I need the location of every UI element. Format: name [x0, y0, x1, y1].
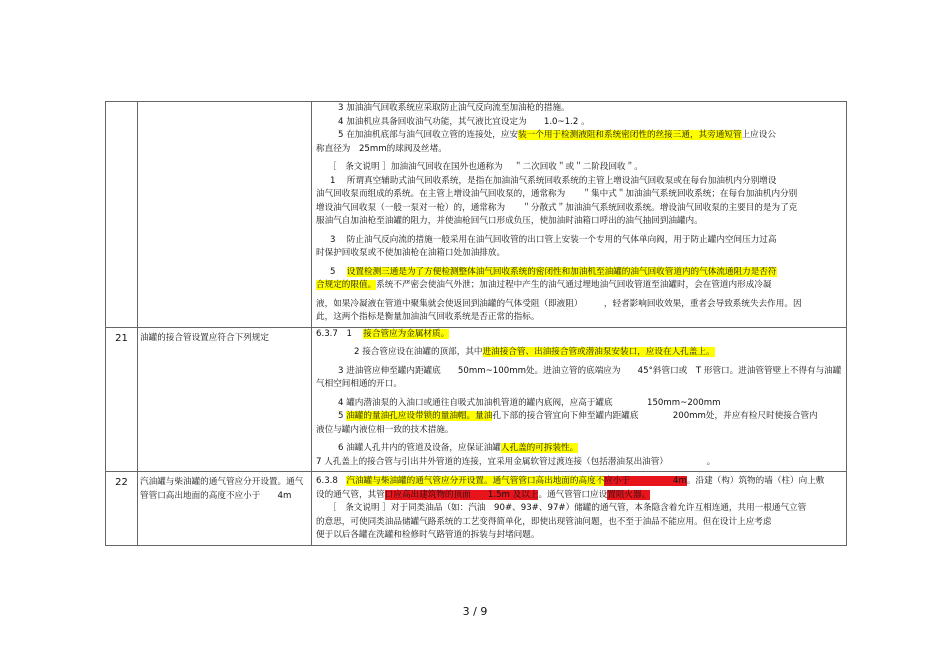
line-text: 6.3.8 [316, 476, 347, 486]
body-line [316, 143, 842, 157]
body-line [316, 202, 842, 216]
line-text: 增设油气回收泵（一般一泵对一枪）的，通常称为 ＂分散式＂加油油气系统回收系统。增设油气回收泵的主要目的是为了克 [316, 202, 798, 213]
body-line [316, 102, 842, 116]
line-text: 此，这两个指标是衡量加油油气回收系统是否正常的指标。 [316, 312, 540, 322]
body-line [316, 266, 842, 280]
line-text: ［ 条文说明 ］加油油气回收在国外也通称为 ＂二次回收＂或＂二阶段回收＂。 [328, 162, 643, 172]
body-line [316, 279, 842, 293]
body-line [316, 475, 842, 489]
line-text: 4 加油机应具备回收油气功能，其气液比宜设定为 1.0~1.2 。 [338, 116, 590, 127]
row-body [312, 102, 847, 328]
line-text: 6 油罐人孔井内的管道及设备，应保证油罐 [338, 443, 501, 453]
body-line [316, 311, 842, 325]
row-number: 21 [106, 327, 138, 472]
body-line [316, 502, 842, 516]
page-number: 3 / 9 [462, 605, 488, 618]
red-highlighted-text: 应小于 4m [604, 476, 687, 486]
highlighted-text: 设置检测三通是为了方便检测整体油气回收系统的密闭性和加油机至油罐的油气回收管道内的气体流通阻力是否符 [346, 266, 777, 277]
line-text: 系统不严密会使油气外泄；加油过程中产生的油气通过埋地油气回收管道至油罐时，会在管道内形成冷凝 [376, 280, 772, 290]
body-line [316, 378, 842, 392]
highlighted-text: 接合管应为金属材质。 [363, 328, 450, 339]
body-line [316, 116, 842, 130]
line-text: 3 加油油气回收系统应采取防止油气反向流至加油枪的措施。 [338, 103, 570, 113]
body-line [316, 346, 842, 360]
body-line [316, 247, 842, 261]
body-line [316, 188, 842, 202]
body-line [316, 529, 842, 543]
body-line [316, 365, 842, 379]
body-line [316, 161, 842, 175]
body-line [316, 442, 842, 456]
line-text: 5 在加油机底部与油气回收立管的连接处，应安 [338, 130, 519, 140]
line-text: 3 进油管应伸至罐内距罐底 50mm~100mm处。进油立管的底端应为 45°斜管口或 T 形管口。进油管管壁上不得有与油罐 [338, 365, 842, 376]
line-text: 。通气管管口应设 [538, 489, 608, 500]
line-text: 称直径为 25mm的球阀及丝堵。 [316, 143, 447, 154]
line-text: 的意思，可使同类油品储罐气路系统的工艺变得简单化，即使出现管油问题，也不至于油品不能应用。但在设计上应考虑 [316, 516, 772, 527]
table-row [106, 472, 847, 546]
row-body [312, 327, 847, 472]
body-line [316, 424, 842, 438]
line-text: 6.3.7 1 [316, 328, 364, 339]
line-text: 2 接合管应设在油罐的顶部，其中 [354, 347, 483, 357]
line-text: 气相空间相通的开口。 [316, 379, 402, 389]
row-body [312, 472, 847, 546]
row-title [138, 102, 312, 328]
line-text: 上应设公 [741, 130, 776, 140]
table-row [106, 327, 847, 472]
line-text: 4 罐内潜油泵的入油口或通往自吸式加油机管道的罐内底阀，应高于罐底 150mm~200mm [338, 397, 721, 408]
body-line [316, 397, 842, 411]
line-text: 5 [330, 266, 347, 277]
highlighted-text: 装一个用于检测液阻和系统密闭性的丝接三通，其旁通短管 [518, 130, 742, 140]
body-line [316, 410, 842, 424]
line-text: 时保护回收泵或不使加油枪在油箱口处加油排放。 [316, 248, 506, 258]
line-text: 服油气自加油枪至油罐的阻力，并使油枪回气口形成负压，使加油时油箱口呼出的油气抽回到油罐内。 [316, 216, 703, 226]
line-text: 孔下部的接合管宜向下伸至罐内距罐底 200mm处，并应有检尺时使接合管内 [492, 411, 818, 421]
highlighted-text: 进油接合管、出油接合管或潜油泵安装口，应设在人孔盖上。 [482, 347, 715, 357]
highlighted-text: 合规定的限值。 [316, 280, 377, 290]
row-number [106, 102, 138, 328]
body-line [316, 516, 842, 530]
red-highlighted-text: 口应高出建筑物的顶面 1.5m 及以上 [384, 489, 539, 500]
table-row [106, 102, 847, 328]
line-text: 5 [338, 411, 347, 421]
row-number: 22 [106, 472, 138, 546]
row-title: 汽油罐与柴油罐的通气管应分开设置。通气管管口高出地面的高度不应小于 4m [138, 472, 312, 546]
body-line [316, 175, 842, 189]
body-line [316, 234, 842, 248]
line-text: ［ 条文说明 ］对于同类油品（如：汽油 90#、93#、97#）储罐的通气管，本条隐含着允许互相连通，共用一根通气立管 [328, 503, 807, 513]
highlighted-text: 汽油罐与柴油罐的通气管应分开设置。通气管管口高出地面的高度不 [346, 476, 605, 486]
line-text: 3 防止油气反向流的措施一般采用在油气回收管的出口管上安装一个专用的气体单向阀，用于防止罐内空间压力过高 [330, 234, 777, 245]
spec-table [105, 101, 847, 546]
body-line [316, 298, 842, 312]
highlighted-text: 人孔盖的可拆装性。 [500, 443, 579, 453]
line-text: 1 所谓真空辅助式油气回收系统，是指在加油油气系统回收系统的主管上增设油气回收泵或在每台加油机内分别增设 [330, 175, 777, 186]
line-text: 便于以后各罐在洗罐和检修时气路管道的拆装与封堵问题。 [316, 530, 540, 540]
body-line [316, 328, 842, 342]
line-text: 液位与罐内液位相一致的技术措施。 [316, 424, 454, 435]
line-text: 液，如果冷凝液在管道中聚集就会使返回到油罐的气体受阻（即液阻） ，轻者影响回收效果，重者会导致系统失去作用。因 [316, 298, 802, 309]
line-text: 设的通气管，其管 [316, 489, 385, 500]
line-text: 油气回收泵而组成的系统。在主管上增设油气回收泵的，通常称为 ＂集中式＂加油油气系统回收系统；在每台加油机内分别 [316, 189, 798, 199]
line-text: 7 人孔盖上的接合管与引出井外管道的连接，宜采用金属软管过渡连接（包括潜油泵出油管） 。 [316, 456, 716, 467]
red-highlighted-text: 置阻火器。 [607, 489, 651, 500]
line-text: 。沿建（构）筑物的墙（柱）向上敷 [686, 476, 825, 486]
row-title: 油罐的接合管设置应符合下列规定 [138, 327, 312, 472]
body-line [316, 489, 842, 503]
body-line [316, 129, 842, 143]
body-line [316, 215, 842, 229]
highlighted-text: 油罐的量油孔应设带锁的量油帽。量油 [346, 411, 493, 421]
body-line [316, 456, 842, 470]
